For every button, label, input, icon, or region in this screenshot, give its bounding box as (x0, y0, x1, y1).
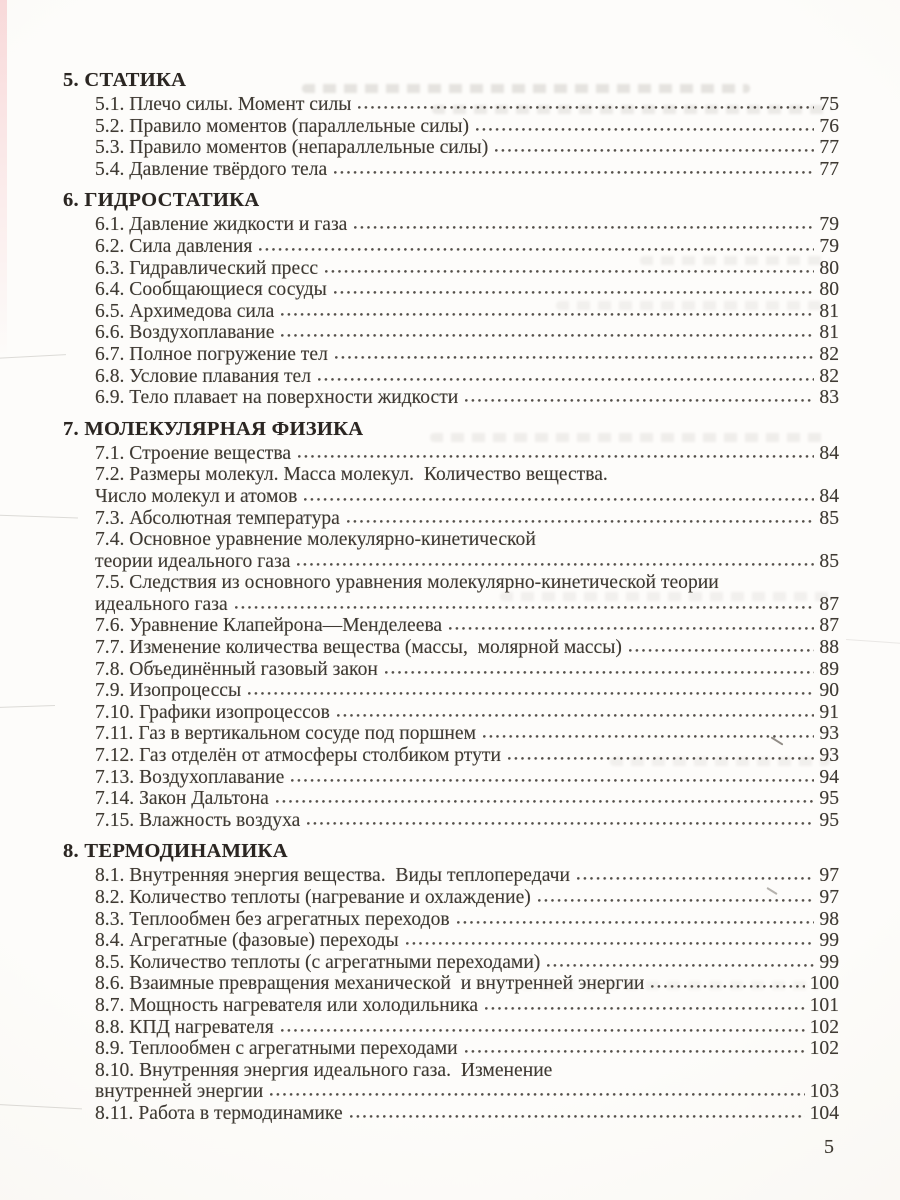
toc-entry (63, 659, 839, 681)
toc-entry-row (95, 909, 839, 931)
toc-entry-text: 7.6. Уравнение Клапейрона—Менделеева (95, 615, 443, 637)
toc-entry-row (95, 301, 839, 323)
dot-leader (483, 734, 814, 739)
toc-entry-row (95, 214, 839, 236)
toc-entry-row (95, 159, 839, 181)
toc-entry-row (95, 258, 839, 280)
toc-entry-text: 6.7. Полное погружение тел (95, 343, 328, 365)
toc-section-title: 7. МОЛЕКУЛЯРНАЯ ФИЗИКА (63, 417, 364, 440)
scan-crease (0, 705, 55, 708)
toc-entry (63, 1017, 839, 1039)
scan-edge-tint (0, 0, 7, 360)
toc-entry-text: 6.8. Условие плавания тел (95, 365, 311, 387)
toc-entry-text: 8.2. Количество теплоты (нагревание и охлаждение) (95, 887, 531, 908)
toc-entry-row (95, 116, 839, 138)
toc-entry-row (95, 659, 839, 681)
dot-leader (354, 225, 814, 230)
toc-entry-text: 6.6. Воздухоплавание (95, 322, 275, 344)
toc-entry-text: 8.8. КПД нагревателя (95, 1016, 274, 1038)
toc-entry-text: 7.15. Влажность воздуха (95, 809, 301, 831)
dot-leader (281, 312, 814, 317)
toc-entry-row (95, 486, 839, 508)
toc-entry (63, 680, 839, 702)
toc-section-title: 5. СТАТИКА (63, 69, 187, 91)
toc-entry-page: 82 (819, 343, 839, 365)
toc-entry (63, 94, 839, 116)
toc-entry (63, 615, 839, 637)
toc-entry (63, 865, 839, 887)
toc-section (63, 189, 839, 408)
toc-entry-page: 102 (809, 1016, 839, 1038)
dot-leader (406, 941, 815, 946)
dot-leader (629, 648, 815, 653)
toc-entry-page: 76 (819, 115, 839, 137)
dot-leader (465, 398, 814, 403)
toc-entry-page: 85 (819, 507, 839, 529)
toc-entry (63, 767, 839, 789)
toc-entry (63, 572, 839, 615)
toc-entry-text: 8.11. Работа в термодинамике (95, 1102, 343, 1124)
toc-entry-page: 80 (819, 257, 839, 279)
toc-entry-row (95, 723, 839, 745)
dot-leader (248, 691, 814, 696)
dot-leader (449, 626, 814, 631)
toc-entry-text: 8.7. Мощность нагревателя или холодильника (95, 994, 479, 1016)
dot-leader (485, 1006, 804, 1011)
toc-entry-row (95, 973, 839, 995)
toc-entry (63, 279, 839, 301)
toc-entry-text: 7.8. Объединённый газовый закон (95, 658, 378, 680)
toc-entry-row (95, 745, 839, 767)
toc-entry-row (95, 767, 839, 789)
toc-entry-page: 77 (819, 158, 839, 180)
dot-leader (538, 898, 815, 903)
toc-entry-text: идеального газа (95, 593, 228, 615)
toc-entry-page: 97 (819, 865, 839, 887)
dot-leader (495, 148, 814, 153)
dot-leader (297, 562, 814, 567)
toc-entry-row (95, 94, 839, 116)
toc-section-items (63, 214, 839, 408)
toc-entry-row (95, 637, 839, 659)
toc-entry-row (95, 680, 839, 702)
toc-entry-text: 8.3. Теплообмен без агрегатных переходов (95, 908, 450, 930)
dot-leader (577, 876, 814, 881)
toc-section (63, 69, 839, 180)
toc-entry-page: 77 (819, 137, 839, 159)
toc-entry-text: 6.5. Архимедова сила (95, 300, 275, 322)
toc-entry-text: 7.3. Абсолютная температура (95, 507, 340, 529)
dot-leader (270, 1092, 804, 1097)
toc-entry-page: 79 (819, 235, 839, 257)
toc-entry-line: 7.5. Следствия из основного уравнения молекулярно-кинетической теории (95, 572, 719, 594)
toc-entry-line: 7.4. Основное уравнение молекулярно-кинетической (95, 529, 536, 551)
toc-entry-page: 75 (819, 94, 839, 115)
dot-leader (281, 333, 814, 338)
toc-entry-row (95, 952, 839, 974)
dot-leader (281, 1028, 805, 1033)
toc-entry (63, 214, 839, 236)
toc-entry (63, 702, 839, 724)
toc-entry-text: 5.2. Правило моментов (параллельные силы) (95, 115, 470, 137)
toc-section-title: 8. ТЕРМОДИНАМИКА (63, 840, 288, 863)
toc-entry-row (95, 1038, 839, 1060)
toc-entry-page: 102 (809, 1038, 839, 1060)
dot-leader (547, 963, 814, 968)
toc-entry-text: Число молекул и атомов (95, 485, 298, 507)
dot-leader (298, 454, 814, 459)
toc-entry-text: 8.9. Теплообмен с агрегатными переходами (95, 1038, 458, 1060)
toc-entry (63, 909, 839, 931)
toc-entry-row (95, 551, 839, 573)
toc-entry (63, 1060, 839, 1103)
toc-entry-page: 93 (819, 723, 839, 745)
toc-entry (63, 443, 839, 465)
toc-entry-page: 90 (819, 680, 839, 702)
toc-entry-text: теории идеального газа (95, 550, 291, 572)
toc-entry-page: 80 (819, 279, 839, 301)
toc-entry (63, 723, 839, 745)
toc-entry-row (95, 887, 839, 909)
toc-entry-text: 7.14. Закон Дальтона (95, 788, 269, 810)
dot-leader (335, 355, 815, 360)
toc-entry-row (95, 236, 839, 258)
toc-section-items (63, 94, 839, 180)
toc-entry-page: 99 (819, 930, 839, 952)
toc-entry-page: 97 (819, 887, 839, 908)
toc-entry-text: 6.4. Сообщающиеся сосуды (95, 279, 327, 301)
toc-entry-page: 83 (819, 387, 839, 409)
toc-entry-page: 93 (819, 745, 839, 767)
toc-entry-text: 8.6. Взаимные превращения механической и внутренней энергии (95, 973, 645, 995)
toc-entry-text: внутренней энергии (95, 1081, 264, 1103)
dot-leader (465, 1049, 805, 1054)
toc-entry-page: 103 (809, 1081, 839, 1103)
toc-entry-text: 7.13. Воздухоплавание (95, 766, 285, 788)
toc-entry-text: 7.11. Газ в вертикальном сосуде под поршнем (95, 723, 476, 745)
toc-entry-page: 84 (819, 442, 839, 464)
toc-entry-row (95, 995, 839, 1017)
dot-leader (334, 170, 814, 175)
dot-leader (334, 290, 815, 295)
toc-entry-page: 84 (819, 485, 839, 507)
dot-leader (307, 821, 814, 826)
toc-entry-text: 7.10. Графики изопроцессов (95, 701, 330, 723)
toc-entry-text: 8.4. Агрегатные (фазовые) переходы (95, 930, 399, 952)
toc-entry-row (95, 137, 839, 159)
dot-leader (457, 920, 815, 925)
toc-entry-text: 7.9. Изопроцессы (95, 680, 242, 702)
toc-entry-row (95, 810, 839, 832)
dot-leader (337, 713, 815, 718)
toc-entry (63, 508, 839, 530)
toc-entry-row (95, 1103, 839, 1125)
toc-entry (63, 995, 839, 1017)
toc-entry-page: 95 (819, 809, 839, 831)
dot-leader (476, 127, 814, 132)
toc-entry-text: 5.1. Плечо силы. Момент силы (95, 94, 352, 115)
dot-leader (350, 1114, 805, 1119)
toc-entry-page: 94 (819, 766, 839, 788)
toc-entry (63, 1103, 839, 1125)
toc-entry-row (95, 615, 839, 637)
toc-entry-row (95, 1017, 839, 1039)
toc-entry-row (95, 344, 839, 366)
toc-entry-row (95, 702, 839, 724)
toc-entry-page: 79 (819, 214, 839, 236)
toc-section (63, 840, 839, 1124)
toc-entry-page: 98 (819, 908, 839, 930)
toc-entry-text: 5.3. Правило моментов (непараллельные силы) (95, 137, 489, 159)
toc-entry (63, 810, 839, 832)
toc-entry-page: 88 (819, 637, 839, 659)
toc-entry-text: 6.3. Гидравлический пресс (95, 257, 319, 279)
toc-entry-text: 8.5. Количество теплоты (с агрегатными переходами) (95, 951, 541, 973)
toc-entry-row (95, 508, 839, 530)
toc-entry-row (95, 865, 839, 887)
toc-entry (63, 301, 839, 323)
toc-entry-text: 7.7. Изменение количества вещества (массы, молярной массы) (95, 637, 622, 659)
toc-entry-page: 85 (819, 550, 839, 572)
toc-entry (63, 887, 839, 909)
toc-entry-page: 91 (819, 701, 839, 723)
toc-entry-page: 95 (819, 788, 839, 810)
toc-entry (63, 322, 839, 344)
dot-leader (259, 247, 814, 252)
toc-entry-line: 8.10. Внутренняя энергия идеального газа. Изменение (95, 1059, 553, 1081)
toc-entry-row (95, 443, 839, 465)
toc-entry-row (95, 1081, 839, 1103)
toc-entry-page: 104 (809, 1102, 839, 1124)
toc-entry-page: 87 (819, 593, 839, 615)
toc-entry-row (95, 366, 839, 388)
toc-entry (63, 366, 839, 388)
toc-entry (63, 973, 839, 995)
scan-crease (846, 639, 900, 644)
toc-entry (63, 529, 839, 572)
toc-section-items (63, 865, 839, 1124)
toc-entry (63, 258, 839, 280)
toc-entry (63, 788, 839, 810)
toc-entry-text: 7.12. Газ отделён от атмосферы столбиком ртути (95, 745, 501, 767)
toc-entry-line: 7.2. Размеры молекул. Масса молекул. Количество вещества. (95, 464, 608, 486)
toc-section-title: 6. ГИДРОСТАТИКА (63, 189, 260, 212)
toc-entry (63, 159, 839, 181)
toc-entry-page: 99 (819, 951, 839, 973)
dot-leader (358, 105, 814, 110)
footer-page-number: 5 (824, 1136, 834, 1158)
toc-entry-page: 82 (819, 365, 839, 387)
toc-entry (63, 952, 839, 974)
toc-entry (63, 344, 839, 366)
dot-leader (508, 756, 814, 761)
toc-entry-row (95, 930, 839, 952)
toc-entry-row (95, 594, 839, 616)
dot-leader (651, 984, 804, 989)
toc-entry-text: 7.1. Строение вещества (95, 442, 292, 464)
dot-leader (325, 269, 814, 274)
toc-entry-page: 89 (819, 658, 839, 680)
toc-entry-row (95, 788, 839, 810)
toc-entry-page: 100 (809, 973, 839, 995)
dot-leader (276, 799, 815, 804)
toc-entry-text: 6.9. Тело плавает на поверхности жидкости (95, 387, 459, 409)
toc-entry-text: 6.1. Давление жидкости и газа (95, 214, 348, 236)
toc-entry-page: 101 (809, 994, 839, 1016)
toc-entry-row (95, 322, 839, 344)
toc-entry (63, 236, 839, 258)
toc-entry-page: 87 (819, 615, 839, 637)
toc-entry-page: 81 (819, 322, 839, 344)
toc-entry-text: 8.1. Внутренняя энергия вещества. Виды теплопередачи (95, 865, 570, 887)
dot-leader (318, 377, 814, 382)
toc-entry (63, 745, 839, 767)
toc-entry (63, 1038, 839, 1060)
toc-entry (63, 930, 839, 952)
toc-entry (63, 637, 839, 659)
toc-entry (63, 137, 839, 159)
toc-section-items (63, 443, 839, 832)
toc-entry-text: 6.2. Сила давления (95, 235, 253, 257)
dot-leader (347, 519, 815, 524)
toc-section (63, 418, 839, 832)
toc-entry (63, 464, 839, 507)
dot-leader (235, 605, 815, 610)
toc-entry (63, 116, 839, 138)
dot-leader (304, 497, 814, 502)
dot-leader (291, 778, 814, 783)
toc-entry-row (95, 387, 839, 409)
table-of-contents (63, 69, 839, 1125)
toc-entry (63, 387, 839, 409)
toc-entry-page: 81 (819, 300, 839, 322)
scan-crease (0, 354, 66, 359)
dot-leader (385, 670, 815, 675)
toc-entry-row (95, 279, 839, 301)
toc-entry-text: 5.4. Давление твёрдого тела (95, 158, 328, 180)
